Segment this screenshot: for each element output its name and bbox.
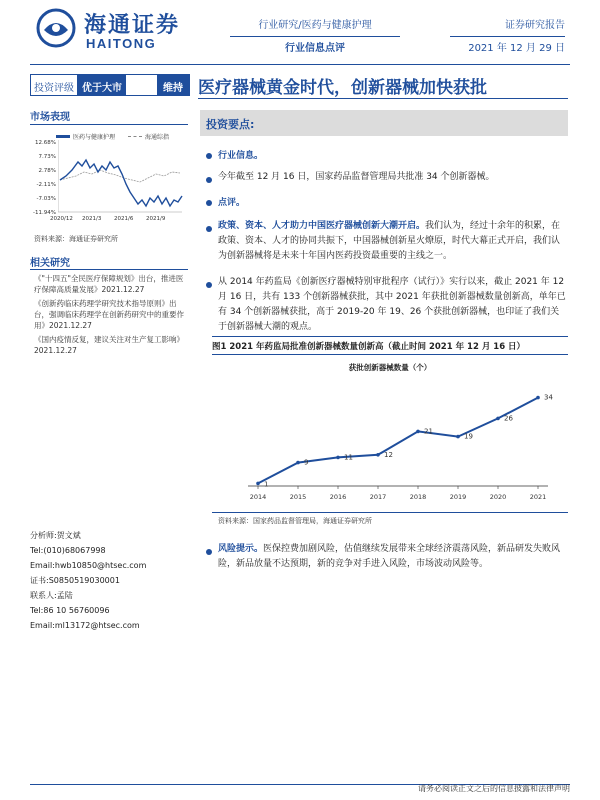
bullet-icon [206,177,212,183]
risk-paragraph [218,542,568,572]
rating-action: 维持 [155,75,189,95]
analyst-block [30,528,190,633]
x-tick-label: 2018 [409,493,427,501]
mini-ytick: 2.78% [38,168,56,174]
p1-text: 今年截至 12 月 16 日，国家药品监督管理局共批准 34 个创新器械。 [218,172,495,182]
rating-label: 投资评级 [31,75,78,95]
p3-text: 我们认为，经过十余年的积累，在政策、资本、人才的协同共振下，中国器械创新星火燎原，时代大幕正式开启，我们认为创新器械将是未来十年国内医药投资最重要的主线之一。 [218,221,561,261]
contact-name: 联系人:孟陆 [30,591,73,600]
p2-label: 点评。 [218,198,246,208]
mini-xtick: 2021/9 [146,216,166,222]
mini-ytick: -7.03% [36,196,56,202]
x-tick-label: 2019 [449,493,467,501]
rating-value: 优于大市 [78,75,126,95]
data-point [256,482,260,486]
figure-bottom-rule [212,512,568,513]
related-list [34,273,190,356]
data-point [456,435,460,439]
contact-tel: Tel:86 10 56760096 [30,606,110,615]
mini-xtick: 2021/6 [114,216,134,222]
doc-type: 证券研究报告 [505,20,565,31]
figure-top-rule [212,336,568,337]
x-tick-label: 2021 [529,493,547,501]
mini-ytick: 12.68% [35,140,56,146]
rating-box [30,74,190,96]
p1-label: 行业信息。 [218,151,264,161]
mini-ytick: -11.94% [33,210,56,216]
legend-index: 海通综指 [145,134,170,141]
p3-label: 政策、资本、人才助力中国医疗器械创新大潮开启。 [218,221,426,231]
series-line [258,398,538,484]
title-underline [198,98,568,99]
haitong-logo-icon [36,8,76,48]
bullet-icon [206,153,212,159]
data-point [416,430,420,434]
report-date: 2021 年 12 月 29 日 [468,43,565,54]
mini-xtick: 2021/3 [82,216,102,222]
legend-swatch-index [128,136,142,137]
data-label: 21 [424,427,433,436]
analyst-email[interactable]: Email:hwb10850@htsec.com [30,561,147,570]
x-tick-label: 2014 [249,493,267,501]
risk-label: 风险提示。 [218,544,264,554]
data-label: 1 [264,480,269,489]
data-point [376,453,380,457]
legend-sector: 医药与健康护理 [73,134,116,141]
bullet-icon [206,282,212,288]
x-tick-label: 2016 [329,493,347,501]
mini-index-line [60,170,180,182]
figure-title: 图1 2021 年药监局批准创新器械数量创新高（截止时间 2021 年 12 月 16 日） [212,342,526,352]
mini-market-chart [58,140,184,216]
legend-swatch-sector [56,135,70,138]
mini-y-axis [30,140,58,218]
data-point [536,396,540,400]
header-divider [30,64,570,65]
x-tick-label: 2015 [289,493,307,501]
section-title: 投资要点: [206,118,255,131]
mini-sector-line [60,160,182,206]
header-center [220,16,410,54]
data-point [336,456,340,460]
p3-paragraph [218,219,568,264]
data-label: 26 [504,414,513,423]
report-type: 行业信息点评 [285,43,345,54]
figure-source: 资料来源：国家药品监督管理局，海通证券研究所 [218,517,372,525]
data-label: 11 [344,453,353,462]
header-right [440,16,565,54]
related-item[interactable]: 《国内疫情反复，建议关注对生产复工影响》2021.12.27 [34,335,184,355]
p4-text: 从 2014 年药监局《创新医疗器械特别审批程序（试行）》实行以来，截止 2021 年 12 月 16 日，共有 133 个创新器械获批，其中 2021 年获批创新器械数量创新高，单年已有 34 个创新器械获批，高于 2019-20 年 19、26 个获批创新器械，也印证了我们关于创新器械大潮的观点。 [218,277,566,332]
data-point [296,461,300,465]
bullet-icon [206,549,212,555]
analyst-name: 分析师:贺文斌 [30,531,81,540]
report-category: 行业研究/医药与健康护理 [258,20,372,31]
related-item[interactable]: 《"十四五"全民医疗保障规划》出台，推进医疗保障高质量发展》2021.12.27 [34,274,184,294]
data-label: 19 [464,432,473,441]
mini-xtick: 2020/12 [50,216,73,222]
chart-title: 获批创新器械数量（个） [348,363,432,372]
x-tick-label: 2017 [369,493,387,501]
related-rule [30,269,188,270]
contact-email[interactable]: Email:ml13172@htsec.com [30,621,140,630]
risk-text: 医保控费加剧风险，估值继续发展带来全球经济震荡风险，新品研发失败风险，新品放量不达预期，新的竞争对手进入风险，市场波动风险等。 [218,544,561,569]
related-heading: 相关研究 [30,258,70,269]
x-tick-label: 2020 [489,493,507,501]
bullet-icon [206,200,212,206]
market-rule [30,124,188,125]
data-label: 12 [384,450,393,459]
logo-cn-text: 海通证券 [84,12,181,38]
mini-ytick: -2.11% [36,182,56,188]
analyst-cert: 证书:S0850519030001 [30,576,120,585]
figure-title-rule [212,354,568,355]
page-title: 医疗器械黄金时代，创新器械加快获批 [198,78,487,98]
innovative-device-chart [212,372,568,512]
market-heading: 市场表现 [30,112,70,123]
market-source: 资料来源：海通证券研究所 [34,235,118,243]
analyst-tel: Tel:(010)68067998 [30,546,106,555]
footer-disclaimer[interactable]: 请务必阅读正文之后的信息披露和法律声明 [418,784,570,793]
data-point [496,417,500,421]
section-bar [200,110,568,136]
logo-en-text: HAITONG [86,36,157,51]
mini-ytick: 7.73% [38,154,56,160]
related-item[interactable]: 《创新药临床药理学研究技术指导原则》出台，强调临床药理学在创新药研究中的重要作用》2021.12.27 [34,299,184,330]
data-label: 34 [544,393,553,402]
bullet-icon [206,226,212,232]
data-label: 9 [304,458,309,467]
